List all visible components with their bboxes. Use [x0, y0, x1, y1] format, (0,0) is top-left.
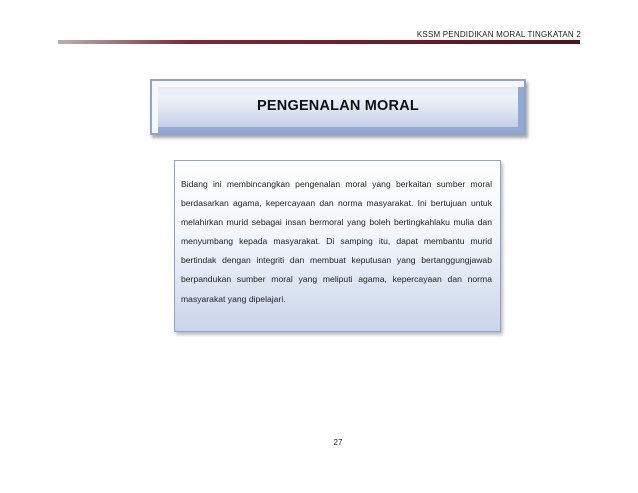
header-divider: [58, 40, 580, 44]
page-number: 27: [333, 438, 343, 447]
section-title-banner: [150, 79, 526, 135]
introduction-box: [174, 160, 501, 332]
section-title: PENGENALAN MORAL: [257, 98, 419, 114]
running-header: KSSM PENDIDIKAN MORAL TINGKATAN 2: [416, 30, 581, 39]
introduction-paragraph: Bidang ini membincangkan pengenalan moral yang berkaitan sumber moral berdasarkan agama, kepercayaan dan norma masyarakat. Ini bertujuan untuk melahirkan murid sebagai insan bermoral yang boleh bertingkahlaku mulia dan menyumbang kepada masyarakat. Di samping itu, dapat membantu murid bertindak dengan integriti dan membuat keputusan yang bertanggungjawab berpandukan sumber moral yang meliputi agama, kepercayaan dan norma masyarakat yang dipelajari.: [181, 179, 492, 304]
